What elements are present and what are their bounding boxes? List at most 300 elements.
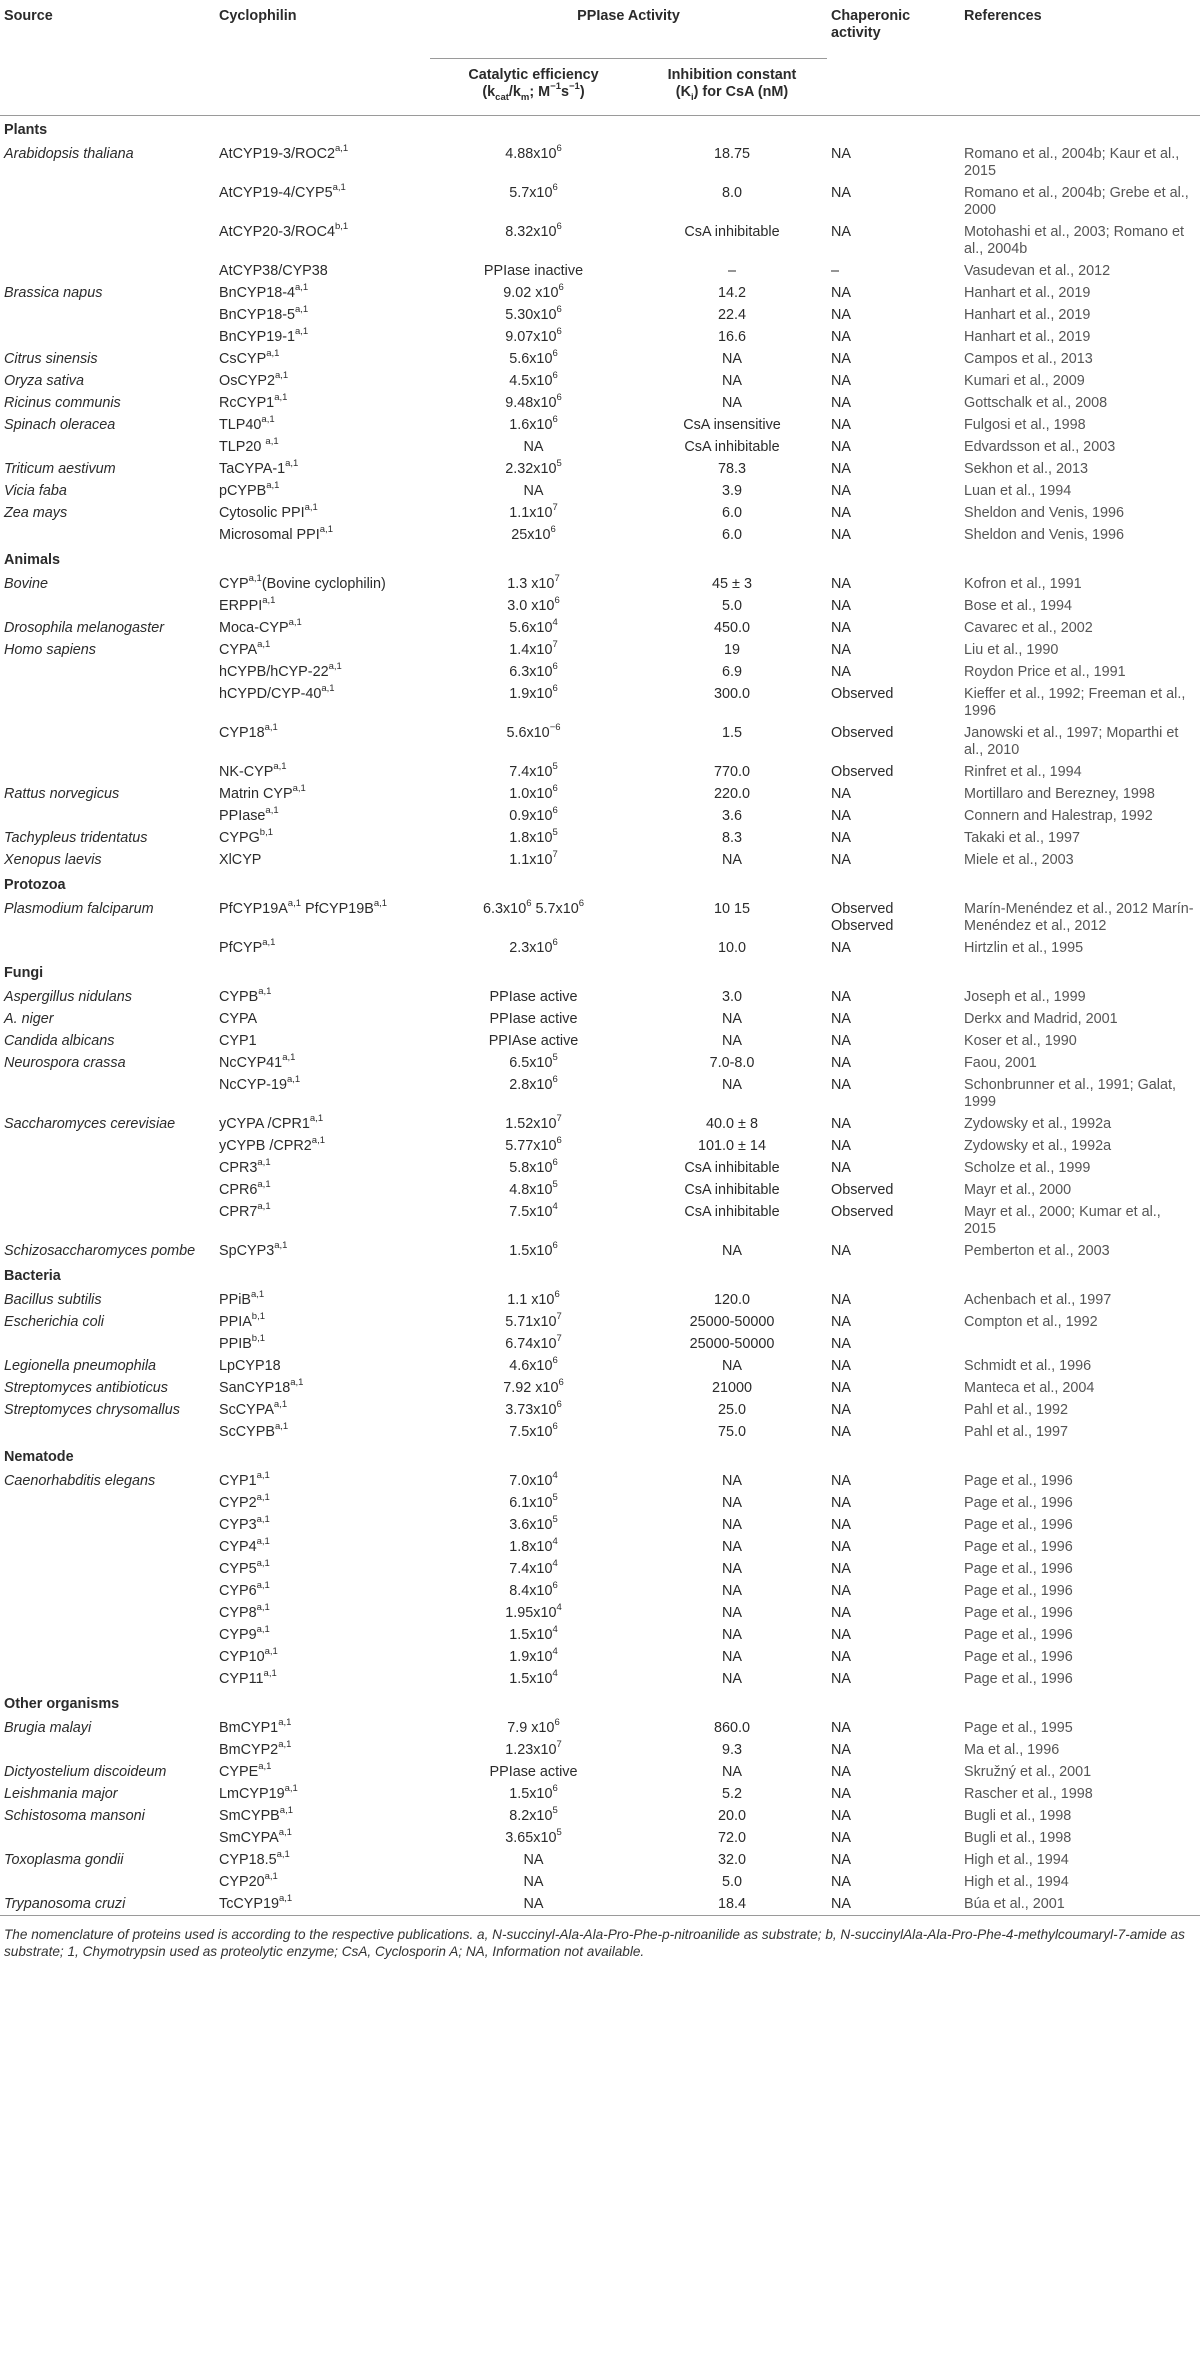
- chaperonic-activity-cell: NA: [831, 1627, 851, 1643]
- cyclophilin-cell: pCYPB$^{a,1}$: [219, 480, 280, 499]
- source-cell: [0, 761, 215, 783]
- cyclophilin-cell: CYPA: [219, 1011, 258, 1027]
- reference-cell: Page et al., 1996: [964, 1627, 1073, 1643]
- source-cell: Schistosoma mansoni: [4, 1808, 145, 1824]
- reference-cell: Mayr et al., 2000: [964, 1182, 1072, 1198]
- cyclophilin-cell: BnCYP18-5$^{a,1}$: [219, 304, 309, 323]
- inhibition-constant-cell: CsA inhibitable: [684, 1182, 780, 1198]
- chaperonic-activity-cell: NA: [831, 417, 851, 433]
- inhibition-constant-cell: NA: [722, 1764, 742, 1780]
- table-row: [0, 502, 1200, 524]
- chaperonic-activity-cell: NA: [831, 351, 851, 367]
- reference-cell: Kumari et al., 2009: [964, 373, 1085, 389]
- catalytic-efficiency-cell: $1.5x10^6$: [509, 1240, 558, 1259]
- source-cell: Streptomyces chrysomallus: [4, 1402, 180, 1418]
- group-row: [0, 1262, 1200, 1289]
- source-cell: Legionella pneumophila: [4, 1358, 157, 1374]
- catalytic-efficiency-cell: $25x10^6$: [511, 524, 556, 543]
- cyclophilin-cell: BnCYP19-1$^{a,1}$: [219, 326, 309, 345]
- table-row: [0, 1157, 1200, 1179]
- inhibition-constant-cell: NA: [722, 1033, 742, 1049]
- reference-cell: Scholze et al., 1999: [964, 1160, 1091, 1176]
- source-cell: [0, 1871, 215, 1893]
- source-cell: [0, 326, 215, 348]
- source-cell: [0, 1739, 215, 1761]
- source-cell: Dictyostelium discoideum: [4, 1764, 167, 1780]
- cyclophilin-table: [0, 6, 1200, 1915]
- chaperonic-activity-cell: NA: [831, 808, 851, 824]
- catalytic-efficiency-cell: PPIAse active: [488, 1033, 579, 1049]
- chaperonic-activity-cell: NA: [831, 1358, 851, 1374]
- inhibition-constant-cell: 32.0: [717, 1852, 746, 1868]
- source-cell: [0, 595, 215, 617]
- table-row: [0, 1135, 1200, 1157]
- source-cell: [0, 1668, 215, 1690]
- chaperonic-activity-cell: NA: [831, 940, 851, 956]
- cyclophilin-cell: CYP3$^{a,1}$: [219, 1514, 270, 1533]
- chaperonic-activity-cell: NA: [831, 786, 851, 802]
- catalytic-efficiency-cell: $8.4x10^6$: [509, 1580, 558, 1599]
- table-row: [0, 1179, 1200, 1201]
- table-row: [0, 1377, 1200, 1399]
- cyclophilin-cell: CYPA$^{a,1}$: [219, 639, 271, 658]
- cyclophilin-cell: SmCYPB$^{a,1}$: [219, 1805, 293, 1824]
- inhibition-constant-cell: NA: [722, 1243, 742, 1259]
- catalytic-efficiency-cell: $1.6x10^6$: [509, 414, 558, 433]
- inhibition-constant-cell: 10 15: [713, 901, 750, 917]
- reference-cell: Manteca et al., 2004: [964, 1380, 1095, 1396]
- cyclophilin-header: Cyclophilin: [219, 8, 297, 24]
- reference-cell: Pahl et al., 1992: [964, 1402, 1069, 1418]
- chaperonic-activity-cell: NA: [831, 1808, 851, 1824]
- inhibition-constant-cell: 9.3: [721, 1742, 742, 1758]
- catalytic-efficiency-cell: $3.73x10^6$: [505, 1399, 562, 1418]
- table-row: [0, 1558, 1200, 1580]
- source-cell: [0, 1157, 215, 1179]
- cyclophilin-cell: CYP18.5$^{a,1}$: [219, 1849, 290, 1868]
- source-cell: [0, 304, 215, 326]
- inhibition-constant-cell: NA: [722, 1605, 742, 1621]
- catalytic-efficiency-cell: $1.1x10^7$: [509, 502, 558, 521]
- catalytic-efficiency-cell: $1.0x10^6$: [509, 783, 558, 802]
- cyclophilin-cell: SpCYP3$^{a,1}$: [219, 1240, 288, 1259]
- reference-cell: Romano et al., 2004b; Kaur et al., 2015: [964, 146, 1180, 179]
- table-row: [0, 1602, 1200, 1624]
- table-row: [0, 1201, 1200, 1240]
- inhibition-constant-cell: NA: [722, 1649, 742, 1665]
- table-row: [0, 1827, 1200, 1849]
- group-label: Other organisms: [4, 1696, 120, 1712]
- chaperonic-activity-cell: NA: [831, 1896, 851, 1912]
- table-row: [0, 370, 1200, 392]
- catalytic-efficiency-cell: $1.95x10^4$: [505, 1602, 562, 1621]
- cyclophilin-cell: PPIB$^{b,1}$: [219, 1333, 266, 1352]
- catalytic-efficiency-cell: $9.07x10^6$: [505, 326, 562, 345]
- reference-cell: Page et al., 1996: [964, 1605, 1073, 1621]
- table-row: [0, 683, 1200, 722]
- catalytic-efficiency-cell: $1.23x10^7$: [505, 1739, 562, 1758]
- chaperonic-activity-cell: Observed: [831, 686, 894, 702]
- source-cell: [0, 1646, 215, 1668]
- source-cell: Brugia malayi: [4, 1720, 92, 1736]
- references-header: References: [964, 8, 1042, 24]
- chaperonic-activity-cell: NA: [831, 1336, 851, 1352]
- cyclophilin-cell: PPIA$^{b,1}$: [219, 1311, 266, 1330]
- table-row: [0, 304, 1200, 326]
- chaperonic-activity-cell: NA: [831, 1517, 851, 1533]
- inhibition-constant-cell: NA: [722, 351, 742, 367]
- source-cell: [0, 1421, 215, 1443]
- cyclophilin-cell: CYP1: [219, 1033, 257, 1049]
- inhibition-constant-cell: 120.0: [713, 1292, 750, 1308]
- table-row: [0, 1761, 1200, 1783]
- inhibition-constant-cell: NA: [722, 1011, 742, 1027]
- source-cell: Bacillus subtilis: [4, 1292, 102, 1308]
- reference-cell: Miele et al., 2003: [964, 852, 1074, 868]
- chaperonic-activity-cell: NA: [831, 598, 851, 614]
- source-cell: Zea mays: [4, 505, 68, 521]
- catalytic-efficiency-cell: $1.9x10^4$: [509, 1646, 558, 1665]
- chaperonic-activity-cell: NA: [831, 1160, 851, 1176]
- inhibition-constant-cell: 450.0: [713, 620, 750, 636]
- catalytic-efficiency-cell: $2.8x10^6$: [509, 1074, 558, 1093]
- chaperonic-activity-cell: Observed Observed: [831, 901, 894, 934]
- table-row: [0, 595, 1200, 617]
- reference-cell: High et al., 1994: [964, 1852, 1069, 1868]
- reference-cell: Mortillaro and Berezney, 1998: [964, 786, 1155, 802]
- inhibition-constant-cell: 25000-50000: [689, 1336, 775, 1352]
- cyclophilin-cell: CYPB$^{a,1}$: [219, 986, 272, 1005]
- source-cell: Brassica napus: [4, 285, 103, 301]
- catalytic-efficiency-cell: PPIase active: [489, 1011, 578, 1027]
- inhibition-constant-cell: 20.0: [717, 1808, 746, 1824]
- chaperonic-activity-cell: –: [831, 263, 840, 279]
- chaperonic-activity-cell: NA: [831, 527, 851, 543]
- chaperonic-activity-cell: NA: [831, 329, 851, 345]
- source-cell: Schizosaccharomyces pombe: [4, 1243, 196, 1259]
- chaperonic-activity-cell: NA: [831, 664, 851, 680]
- catalytic-efficiency-cell: $3.6x10^5$: [509, 1514, 558, 1533]
- chaperonic-activity-cell: NA: [831, 1852, 851, 1868]
- table-row: [0, 1030, 1200, 1052]
- group-row: [0, 871, 1200, 898]
- catalytic-efficiency-cell: $7.5x10^4$: [509, 1201, 558, 1220]
- group-row: [0, 116, 1200, 144]
- table-row: [0, 1421, 1200, 1443]
- ppiase-activity-header: PPIase Activity: [430, 6, 827, 59]
- chaperonic-activity-cell: NA: [831, 989, 851, 1005]
- reference-cell: Derkx and Madrid, 2001: [964, 1011, 1118, 1027]
- chaperonic-activity-cell: NA: [831, 1473, 851, 1489]
- inhibition-constant-cell: –: [727, 263, 736, 279]
- table-row: [0, 1470, 1200, 1492]
- source-cell: [0, 221, 215, 260]
- table-row: [0, 827, 1200, 849]
- group-row: [0, 959, 1200, 986]
- inhibition-constant-cell: CsA inhibitable: [684, 1160, 780, 1176]
- reference-cell: Fulgosi et al., 1998: [964, 417, 1086, 433]
- table-row: [0, 326, 1200, 348]
- chaperonic-activity-cell: NA: [831, 1495, 851, 1511]
- catalytic-efficiency-cell: $7.5x10^6$: [509, 1421, 558, 1440]
- source-cell: [0, 1492, 215, 1514]
- inhibition-constant-cell: 16.6: [717, 329, 746, 345]
- chaperonic-activity-cell: Observed: [831, 764, 894, 780]
- catalytic-efficiency-cell: $6.3x10^6$ $5.7x10^6$: [482, 898, 585, 917]
- cyclophilin-cell: BmCYP2$^{a,1}$: [219, 1739, 292, 1758]
- source-cell: [0, 1135, 215, 1157]
- catalytic-efficiency-cell: $7.4x10^4$: [509, 1558, 558, 1577]
- chaperonic-activity-cell: NA: [831, 439, 851, 455]
- table-row: [0, 761, 1200, 783]
- reference-cell: Takaki et al., 1997: [964, 830, 1080, 846]
- chaperonic-activity-cell: NA: [831, 1539, 851, 1555]
- source-cell: [0, 524, 215, 546]
- source-cell: [0, 1201, 215, 1240]
- reference-cell: High et al., 1994: [964, 1874, 1069, 1890]
- catalytic-efficiency-cell: $4.88x10^6$: [505, 143, 562, 162]
- cyclophilin-cell: Matrin CYP$^{a,1}$: [219, 783, 306, 802]
- catalytic-efficiency-cell: $5.71x10^7$: [505, 1311, 562, 1330]
- reference-cell: Schmidt et al., 1996: [964, 1358, 1092, 1374]
- source-header: Source: [4, 8, 53, 24]
- inhibition-constant-cell: NA: [722, 1671, 742, 1687]
- catalytic-efficiency-cell: $4.8x10^5$: [509, 1179, 558, 1198]
- inhibition-constant-cell: 72.0: [717, 1830, 746, 1846]
- catalytic-efficiency-cell: 7.9 $x10^6$: [507, 1717, 560, 1736]
- inhibition-constant-cell: 18.75: [713, 146, 750, 162]
- catalytic-efficiency-cell: $8.2x10^5$: [509, 1805, 558, 1824]
- catalytic-efficiency-cell: NA: [523, 439, 544, 455]
- cyclophilin-cell: CPR3$^{a,1}$: [219, 1157, 271, 1176]
- source-cell: Aspergillus nidulans: [4, 989, 132, 1005]
- inhibition-constant-cell: NA: [722, 1495, 742, 1511]
- catalytic-efficiency-cell: $5.30x10^6$: [505, 304, 562, 323]
- chaperonic-activity-cell: NA: [831, 307, 851, 323]
- cyclophilin-cell: $PfCYP19A^{a,1}$ $PfCYP19B^{a,1}$: [219, 898, 388, 917]
- reference-cell: Sheldon and Venis, 1996: [964, 527, 1125, 543]
- source-cell: [0, 661, 215, 683]
- chaperonic-activity-cell: NA: [831, 461, 851, 477]
- source-cell: Trypanosoma cruzi: [4, 1896, 126, 1912]
- table-row: [0, 260, 1200, 282]
- reference-cell: Campos et al., 2013: [964, 351, 1093, 367]
- table-header: [0, 6, 1200, 116]
- table-row: [0, 1052, 1200, 1074]
- group-label: Animals: [4, 552, 60, 568]
- inhibition-constant-cell: NA: [722, 1077, 742, 1093]
- catalytic-efficiency-cell: 7.92 $x10^6$: [503, 1377, 564, 1396]
- cyclophilin-cell: CYP2$^{a,1}$: [219, 1492, 270, 1511]
- table-row: [0, 898, 1200, 937]
- cyclophilin-cell: CYPE$^{a,1}$: [219, 1761, 272, 1780]
- catalytic-efficiency-cell: $1.4x10^7$: [509, 639, 558, 658]
- reference-cell: Kieffer et al., 1992; Freeman et al., 1996: [964, 686, 1186, 719]
- cyclophilin-cell: LpCYP18: [219, 1358, 281, 1374]
- group-label: Bacteria: [4, 1268, 61, 1284]
- source-cell: Homo sapiens: [4, 642, 96, 658]
- catalytic-efficiency-cell: $1.5x10^6$: [509, 1783, 558, 1802]
- table-row: [0, 414, 1200, 436]
- catalytic-efficiency-cell: $1.5x10^4$: [509, 1668, 558, 1687]
- reference-cell: Page et al., 1995: [964, 1720, 1073, 1736]
- cyclophilin-cell: PPIase$^{a,1}$: [219, 805, 279, 824]
- chaperonic-activity-cell: NA: [831, 1055, 851, 1071]
- source-cell: Tachypleus tridentatus: [4, 830, 148, 846]
- catalytic-efficiency-cell: PPIase active: [489, 989, 578, 1005]
- catalytic-efficiency-header: Catalytic efficiency ($k_{cat}/k_m$; $M^{-1}s^{-1}$): [468, 67, 599, 103]
- cyclophilin-cell: CPR7$^{a,1}$: [219, 1201, 271, 1220]
- catalytic-efficiency-cell: $5.7x10^6$: [509, 182, 558, 201]
- inhibition-constant-cell: 8.0: [721, 185, 742, 201]
- table-row: [0, 1805, 1200, 1827]
- chaperonic-activity-cell: NA: [831, 1380, 851, 1396]
- reference-cell: Motohashi et al., 2003; Romano et al., 2004b: [964, 224, 1184, 257]
- source-cell: Spinach oleracea: [4, 417, 116, 433]
- catalytic-efficiency-cell: PPIase inactive: [483, 263, 584, 279]
- chaperonic-activity-cell: Observed: [831, 1182, 894, 1198]
- catalytic-efficiency-cell: NA: [523, 1874, 544, 1890]
- group-label: Plants: [4, 122, 48, 138]
- cyclophilin-cell: BnCYP18-4$^{a,1}$: [219, 282, 309, 301]
- reference-cell: Joseph et al., 1999: [964, 989, 1086, 1005]
- table-row: [0, 1289, 1200, 1311]
- table-row: [0, 1008, 1200, 1030]
- inhibition-constant-cell: 25000-50000: [689, 1314, 775, 1330]
- table-row: [0, 783, 1200, 805]
- reference-cell: Page et al., 1996: [964, 1671, 1073, 1687]
- reference-cell: Skružný et al., 2001: [964, 1764, 1092, 1780]
- chaperonic-activity-cell: NA: [831, 224, 851, 240]
- cyclophilin-cell: CPR6$^{a,1}$: [219, 1179, 271, 1198]
- inhibition-constant-cell: NA: [722, 1539, 742, 1555]
- chaperonic-activity-cell: NA: [831, 1402, 851, 1418]
- cyclophilin-cell: CYP4$^{a,1}$: [219, 1536, 270, 1555]
- table-row: [0, 573, 1200, 595]
- inhibition-constant-cell: NA: [722, 1473, 742, 1489]
- catalytic-efficiency-cell: $5.6x10^4$: [509, 617, 558, 636]
- catalytic-efficiency-cell: $1.8x10^5$: [509, 827, 558, 846]
- chaperonic-activity-cell: NA: [831, 1292, 851, 1308]
- cyclophilin-cell: Microsomal PPI$^{a,1}$: [219, 524, 333, 543]
- inhibition-constant-cell: 220.0: [713, 786, 750, 802]
- reference-cell: Vasudevan et al., 2012: [964, 263, 1111, 279]
- cyclophilin-cell: TLP40$^{a,1}$: [219, 414, 275, 433]
- catalytic-efficiency-cell: $1.9x10^6$: [509, 683, 558, 702]
- cyclophilin-cell: ERPPI$^{a,1}$: [219, 595, 276, 614]
- chaperonic-activity-cell: NA: [831, 1424, 851, 1440]
- source-cell: [0, 1827, 215, 1849]
- table-footnote: The nomenclature of proteins used is according to the respective publications. a, N-succinyl-Ala-Ala-Pro-Phe-p-nitroanilide as substrate; b, N-succinylAla-Ala-Pro-Phe-4-methylcoumaryl-7-amide as substrate; 1, Chymotrypsin used as proteolytic enzyme; CsA, Cyclosporin A; NA, Information not available.: [4, 1927, 1185, 1959]
- cyclophilin-cell: AtCYP20-3/ROC4$^{b,1}$: [219, 221, 349, 240]
- reference-cell: Luan et al., 1994: [964, 483, 1072, 499]
- table-row: [0, 436, 1200, 458]
- inhibition-constant-cell: 1.5: [721, 725, 742, 741]
- reference-cell: Schonbrunner et al., 1991; Galat, 1999: [964, 1077, 1177, 1110]
- inhibition-constant-cell: 860.0: [713, 1720, 750, 1736]
- catalytic-efficiency-cell: $5.77x10^6$: [505, 1135, 562, 1154]
- chaperonic-activity-cell: Observed: [831, 1204, 894, 1220]
- source-cell: [0, 1074, 215, 1113]
- source-cell: [0, 683, 215, 722]
- table-row: [0, 1536, 1200, 1558]
- table-row: [0, 221, 1200, 260]
- reference-cell: Janowski et al., 1997; Moparthi et al., 2010: [964, 725, 1179, 758]
- source-cell: [0, 1558, 215, 1580]
- table-row: [0, 1399, 1200, 1421]
- chaperonic-activity-cell: NA: [831, 1830, 851, 1846]
- inhibition-constant-cell: 770.0: [713, 764, 750, 780]
- chaperonic-activity-cell: NA: [831, 1243, 851, 1259]
- table-row: [0, 639, 1200, 661]
- reference-cell: Achenbach et al., 1997: [964, 1292, 1112, 1308]
- chaperonic-activity-cell: NA: [831, 1605, 851, 1621]
- header-row-2: [0, 59, 1200, 116]
- reference-cell: Liu et al., 1990: [964, 642, 1059, 658]
- cyclophilin-cell: ScCYPA$^{a,1}$: [219, 1399, 288, 1418]
- chaperonic-activity-cell: NA: [831, 1011, 851, 1027]
- table-row: [0, 392, 1200, 414]
- chaperonic-activity-cell: NA: [831, 1116, 851, 1132]
- cyclophilin-cell: CsCYP$^{a,1}$: [219, 348, 280, 367]
- reference-cell: Faou, 2001: [964, 1055, 1037, 1071]
- cyclophilin-cell: CYP5$^{a,1}$: [219, 1558, 270, 1577]
- catalytic-efficiency-cell: NA: [523, 483, 544, 499]
- reference-cell: Rinfret et al., 1994: [964, 764, 1082, 780]
- reference-cell: Zydowsky et al., 1992a: [964, 1138, 1112, 1154]
- reference-cell: Edvardsson et al., 2003: [964, 439, 1116, 455]
- table-row: [0, 1849, 1200, 1871]
- table-row: [0, 1783, 1200, 1805]
- table-row: [0, 986, 1200, 1008]
- inhibition-constant-cell: 300.0: [713, 686, 750, 702]
- source-cell: Arabidopsis thaliana: [4, 146, 134, 162]
- inhibition-constant-cell: 21000: [711, 1380, 753, 1396]
- chaperonic-activity-cell: NA: [831, 1786, 851, 1802]
- table-row: [0, 1113, 1200, 1135]
- cyclophilin-cell: XlCYP: [219, 852, 262, 868]
- chaperonic-activity-cell: NA: [831, 1138, 851, 1154]
- reference-cell: Koser et al., 1990: [964, 1033, 1077, 1049]
- table-row: [0, 617, 1200, 639]
- reference-cell: Pahl et al., 1997: [964, 1424, 1069, 1440]
- cyclophilin-cell: Cytosolic PPI$^{a,1}$: [219, 502, 318, 521]
- table-row: [0, 1580, 1200, 1602]
- table-row: [0, 849, 1200, 871]
- source-cell: [0, 260, 215, 282]
- catalytic-efficiency-cell: $5.6x10^{-6}$: [506, 722, 561, 741]
- reference-cell: Sheldon and Venis, 1996: [964, 505, 1125, 521]
- cyclophilin-cell: CYP18$^{a,1}$: [219, 722, 278, 741]
- source-cell: Toxoplasma gondii: [4, 1852, 124, 1868]
- inhibition-constant-cell: 5.2: [721, 1786, 742, 1802]
- chaperonic-activity-cell: NA: [831, 1314, 851, 1330]
- cyclophilin-cell: BmCYP1$^{a,1}$: [219, 1717, 292, 1736]
- table-row: [0, 805, 1200, 827]
- inhibition-constant-cell: 75.0: [717, 1424, 746, 1440]
- source-cell: Plasmodium falciparum: [4, 901, 154, 917]
- catalytic-efficiency-cell: $4.6x10^6$: [509, 1355, 558, 1374]
- reference-cell: Compton et al., 1992: [964, 1314, 1098, 1330]
- chaperonic-activity-cell: NA: [831, 1649, 851, 1665]
- catalytic-efficiency-cell: $1.5x10^4$: [509, 1624, 558, 1643]
- chaperonic-activity-cell: NA: [831, 185, 851, 201]
- chaperonic-activity-cell: NA: [831, 146, 851, 162]
- table-row: [0, 480, 1200, 502]
- chaperonic-activity-cell: NA: [831, 1033, 851, 1049]
- inhibition-constant-cell: 3.0: [721, 989, 742, 1005]
- catalytic-efficiency-cell: $6.3x10^6$: [509, 661, 558, 680]
